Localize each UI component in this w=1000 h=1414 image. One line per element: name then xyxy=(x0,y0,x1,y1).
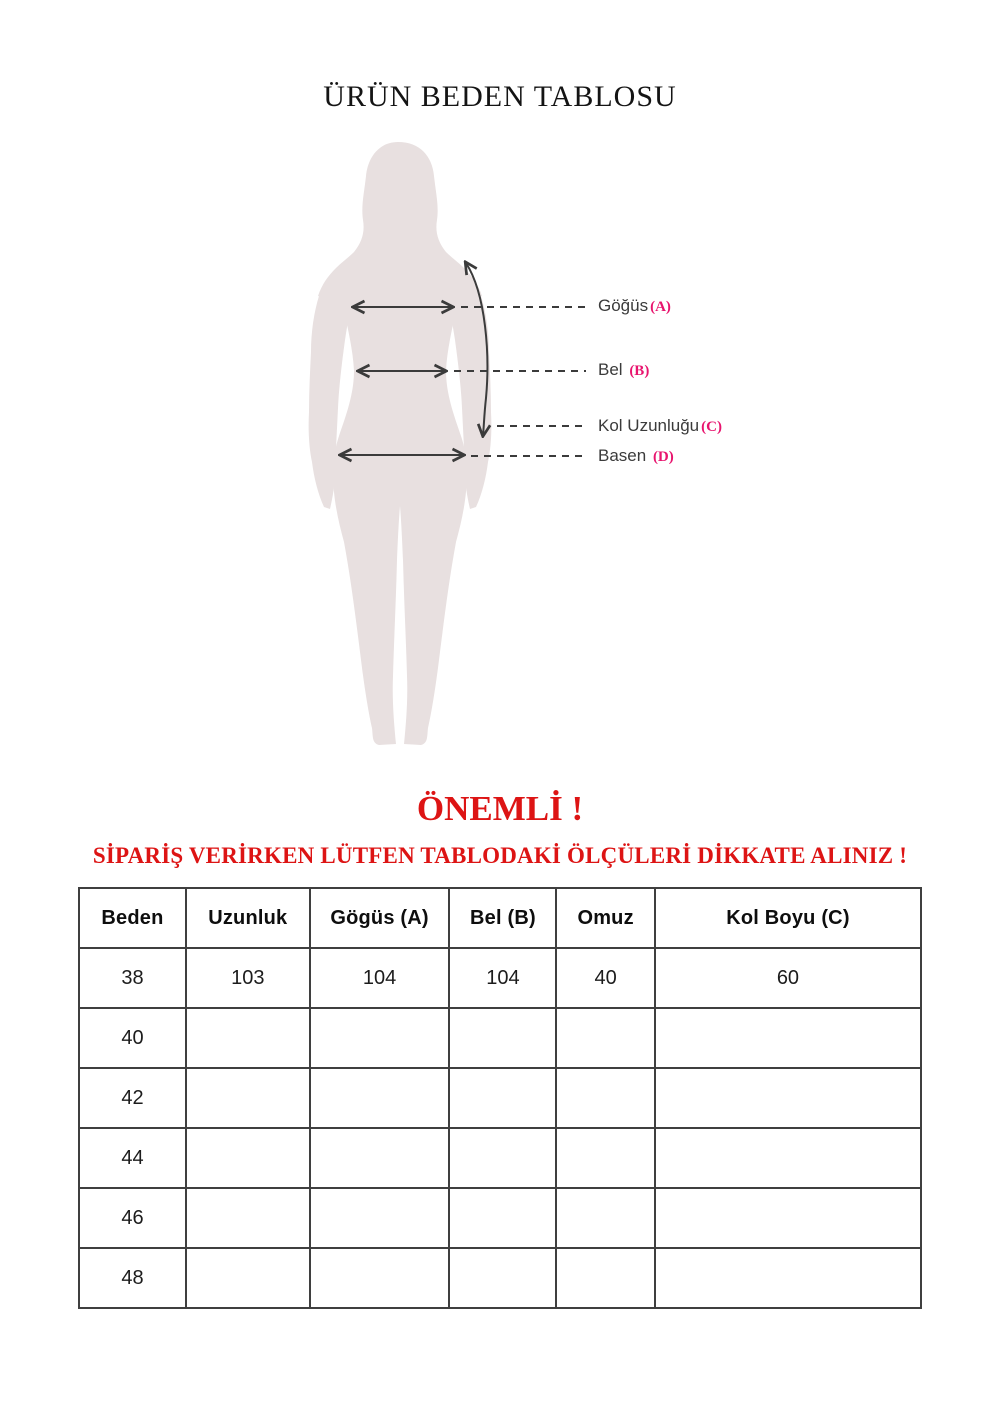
table-cell xyxy=(186,1008,310,1068)
table-cell xyxy=(655,1008,921,1068)
table-row xyxy=(79,1068,921,1128)
header-omuz: Omuz xyxy=(556,888,655,948)
table-row xyxy=(79,1248,921,1308)
table-cell xyxy=(449,1248,556,1308)
table-cell xyxy=(449,1128,556,1188)
table-cell xyxy=(556,1188,655,1248)
table-cell xyxy=(310,1008,450,1068)
table-cell xyxy=(655,1068,921,1128)
measure-label-chest-text: Göğüs xyxy=(598,296,649,315)
important-heading: ÖNEMLİ ! xyxy=(416,789,584,828)
table-cell xyxy=(655,1248,921,1308)
table-cell xyxy=(449,1008,556,1068)
measure-label-hip-code: (D) xyxy=(652,449,674,465)
table-cell: 38 xyxy=(79,948,186,1008)
table-cell xyxy=(449,1068,556,1128)
measure-label-arm-length xyxy=(598,416,722,437)
body-silhouette xyxy=(318,142,482,745)
table-cell xyxy=(310,1248,450,1308)
table-row xyxy=(79,1128,921,1188)
header-kol-boyu: Kol Boyu (C) xyxy=(655,888,921,948)
header-bel: Bel (B) xyxy=(449,888,556,948)
measure-label-arm-length-text: Kol Uzunluğu xyxy=(598,416,700,435)
table-cell: 40 xyxy=(556,948,655,1008)
table-cell: 46 xyxy=(79,1188,186,1248)
table-cell xyxy=(186,1248,310,1308)
table-cell xyxy=(186,1068,310,1128)
measure-label-arm-length-code: (C) xyxy=(701,419,722,435)
table-cell xyxy=(556,1248,655,1308)
header-uzunluk: Uzunluk xyxy=(186,888,310,948)
table-cell xyxy=(310,1128,450,1188)
measure-label-hip xyxy=(598,446,674,467)
table-cell: 104 xyxy=(449,948,556,1008)
measure-label-waist xyxy=(598,360,649,381)
measure-label-waist-code: (B) xyxy=(629,363,650,379)
table-cell: 103 xyxy=(186,948,310,1008)
size-table-header-row xyxy=(79,888,921,948)
table-cell xyxy=(310,1068,450,1128)
page-title: ÜRÜN BEDEN TABLOSU xyxy=(323,80,677,113)
table-cell xyxy=(186,1128,310,1188)
table-cell: 42 xyxy=(79,1068,186,1128)
table-cell xyxy=(556,1008,655,1068)
table-cell xyxy=(556,1068,655,1128)
measure-label-chest-code: (A) xyxy=(650,299,671,315)
table-cell xyxy=(556,1128,655,1188)
measure-label-hip-text: Basen xyxy=(598,446,647,465)
body-measurement-figure xyxy=(280,130,610,770)
size-table xyxy=(78,887,922,1309)
table-cell xyxy=(655,1188,921,1248)
measure-label-waist-text: Bel xyxy=(598,360,623,379)
table-row xyxy=(79,1008,921,1068)
table-cell: 60 xyxy=(655,948,921,1008)
table-cell xyxy=(449,1188,556,1248)
table-cell xyxy=(655,1128,921,1188)
table-row xyxy=(79,1188,921,1248)
table-cell xyxy=(310,1188,450,1248)
table-cell xyxy=(186,1188,310,1248)
table-cell: 104 xyxy=(310,948,450,1008)
measure-label-chest xyxy=(598,296,671,317)
header-beden: Beden xyxy=(79,888,186,948)
size-table-body xyxy=(79,948,921,1308)
table-cell: 40 xyxy=(79,1008,186,1068)
table-cell: 48 xyxy=(79,1248,186,1308)
header-gogus: Gögüs (A) xyxy=(310,888,450,948)
table-row xyxy=(79,948,921,1008)
table-cell: 44 xyxy=(79,1128,186,1188)
order-warning-text: SİPARİŞ VERİRKEN LÜTFEN TABLODAKİ ÖLÇÜLERİ DİKKATE ALINIZ ! xyxy=(92,843,908,868)
